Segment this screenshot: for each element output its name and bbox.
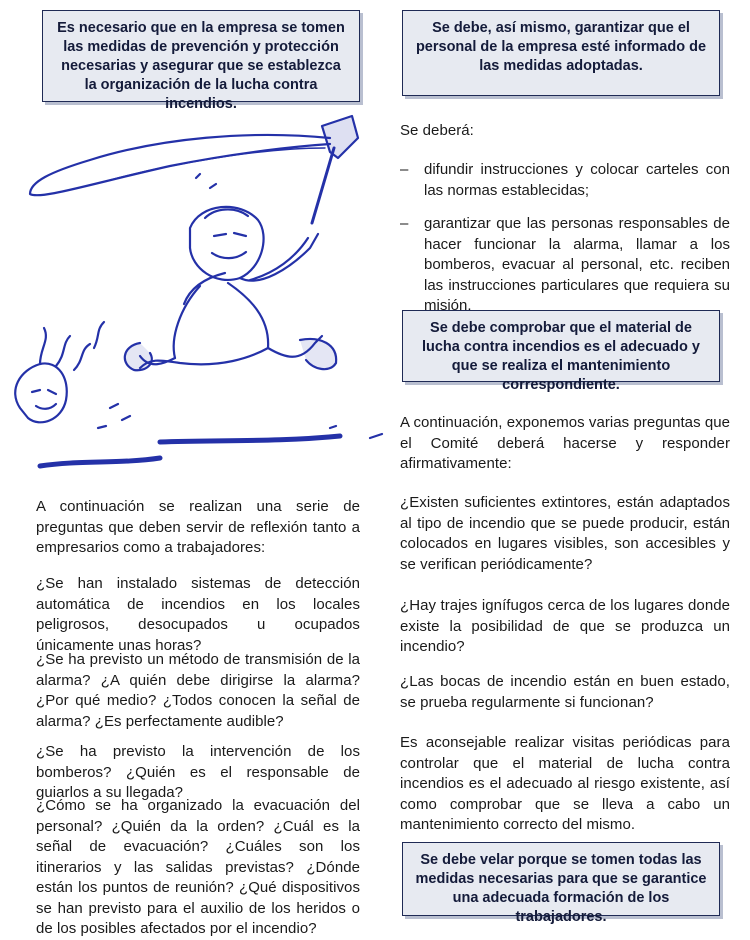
right-question-2: ¿Hay trajes ignífugos cerca de los lugares donde existe la posibilidad de que se produzca un incendio? <box>400 597 730 655</box>
right-bullet-list <box>400 160 730 330</box>
illustration-man-chased-by-fire <box>0 108 395 488</box>
list-item <box>400 160 730 201</box>
right-advice: Es aconsejable realizar visitas periódicas para controlar que el material de lucha contra incendios es el adecuado al riesgo existente, así como comprobar que se lleva a cabo un mantenimiento correcto del mismo. <box>400 734 730 833</box>
right-intro-2: A continuación, exponemos varias preguntas que el Comité deberá hacerse y responder afirmativamente: <box>400 414 731 472</box>
left-question-4: ¿Cómo se ha organizado la evacuación del personal? ¿Quién da la orden? ¿Cuál es la señal de evacuación? ¿Cuáles son los itinerarios y las salidas previstas? ¿Dónde están los puntos de reunión? ¿Qué dispositivos se han previsto para el auxilio de los heridos o de los posibles afectados por el incendio? <box>36 797 360 937</box>
callout-box-informed: Se debe, así mismo, garantizar que el personal de la empresa esté informado de las medidas adoptadas. <box>402 10 720 96</box>
left-intro: A continuación se realizan una serie de preguntas que deben servir de reflexión tanto a empresarios como a trabajadores: <box>36 498 360 556</box>
right-question-1: ¿Existen suficientes extintores, están adaptados al tipo de incendio que se puede producir, están colocados en lugares visibles, son accesibles y se verifican periódicamente? <box>400 494 730 573</box>
list-item <box>400 214 730 317</box>
left-question-2: ¿Se ha previsto un método de transmisión de la alarma? ¿A quién debe dirigirse la alarma? ¿Por qué medio? ¿Todos conocen la señal de alarma? ¿Es perfectamente audible? <box>36 651 360 730</box>
right-question-3: ¿Las bocas de incendio están en buen estado, se prueba regularmente si funcionan? <box>400 673 730 711</box>
bullet-dash: – <box>400 161 409 178</box>
left-question-3: ¿Se ha previsto la intervención de los bomberos? ¿Quién es el responsable de guiarlos a su llegada? <box>36 743 360 801</box>
callout-box-training: Se debe velar porque se tomen todas las medidas necesarias para que se garantice una adecuada formación de los trabajadores. <box>402 842 720 916</box>
callout-box-equipment: Se debe comprobar que el material de lucha contra incendios es el adecuado y que se realiza el mantenimiento correspondiente. <box>402 310 720 382</box>
bullet-text: garantizar que las personas responsables de hacer funcionar la alarma, llamar a los bomberos, evacuar al personal, etc. reciben las instrucciones particulares que requiera su misión. <box>424 215 730 314</box>
bullet-dash: – <box>400 215 409 232</box>
callout-box-prevention: Es necesario que en la empresa se tomen las medidas de prevención y protección necesarias y asegurar que se establezca la organización de la lucha contra incendios. <box>42 10 360 102</box>
bullet-text: difundir instrucciones y colocar carteles con las normas establecidas; <box>424 161 730 199</box>
right-se-debera: Se deberá: <box>400 122 474 139</box>
left-question-1: ¿Se han instalado sistemas de detección automática de incendios en los locales peligrosos, desocupados u ocupados únicamente unas horas? <box>36 575 360 654</box>
